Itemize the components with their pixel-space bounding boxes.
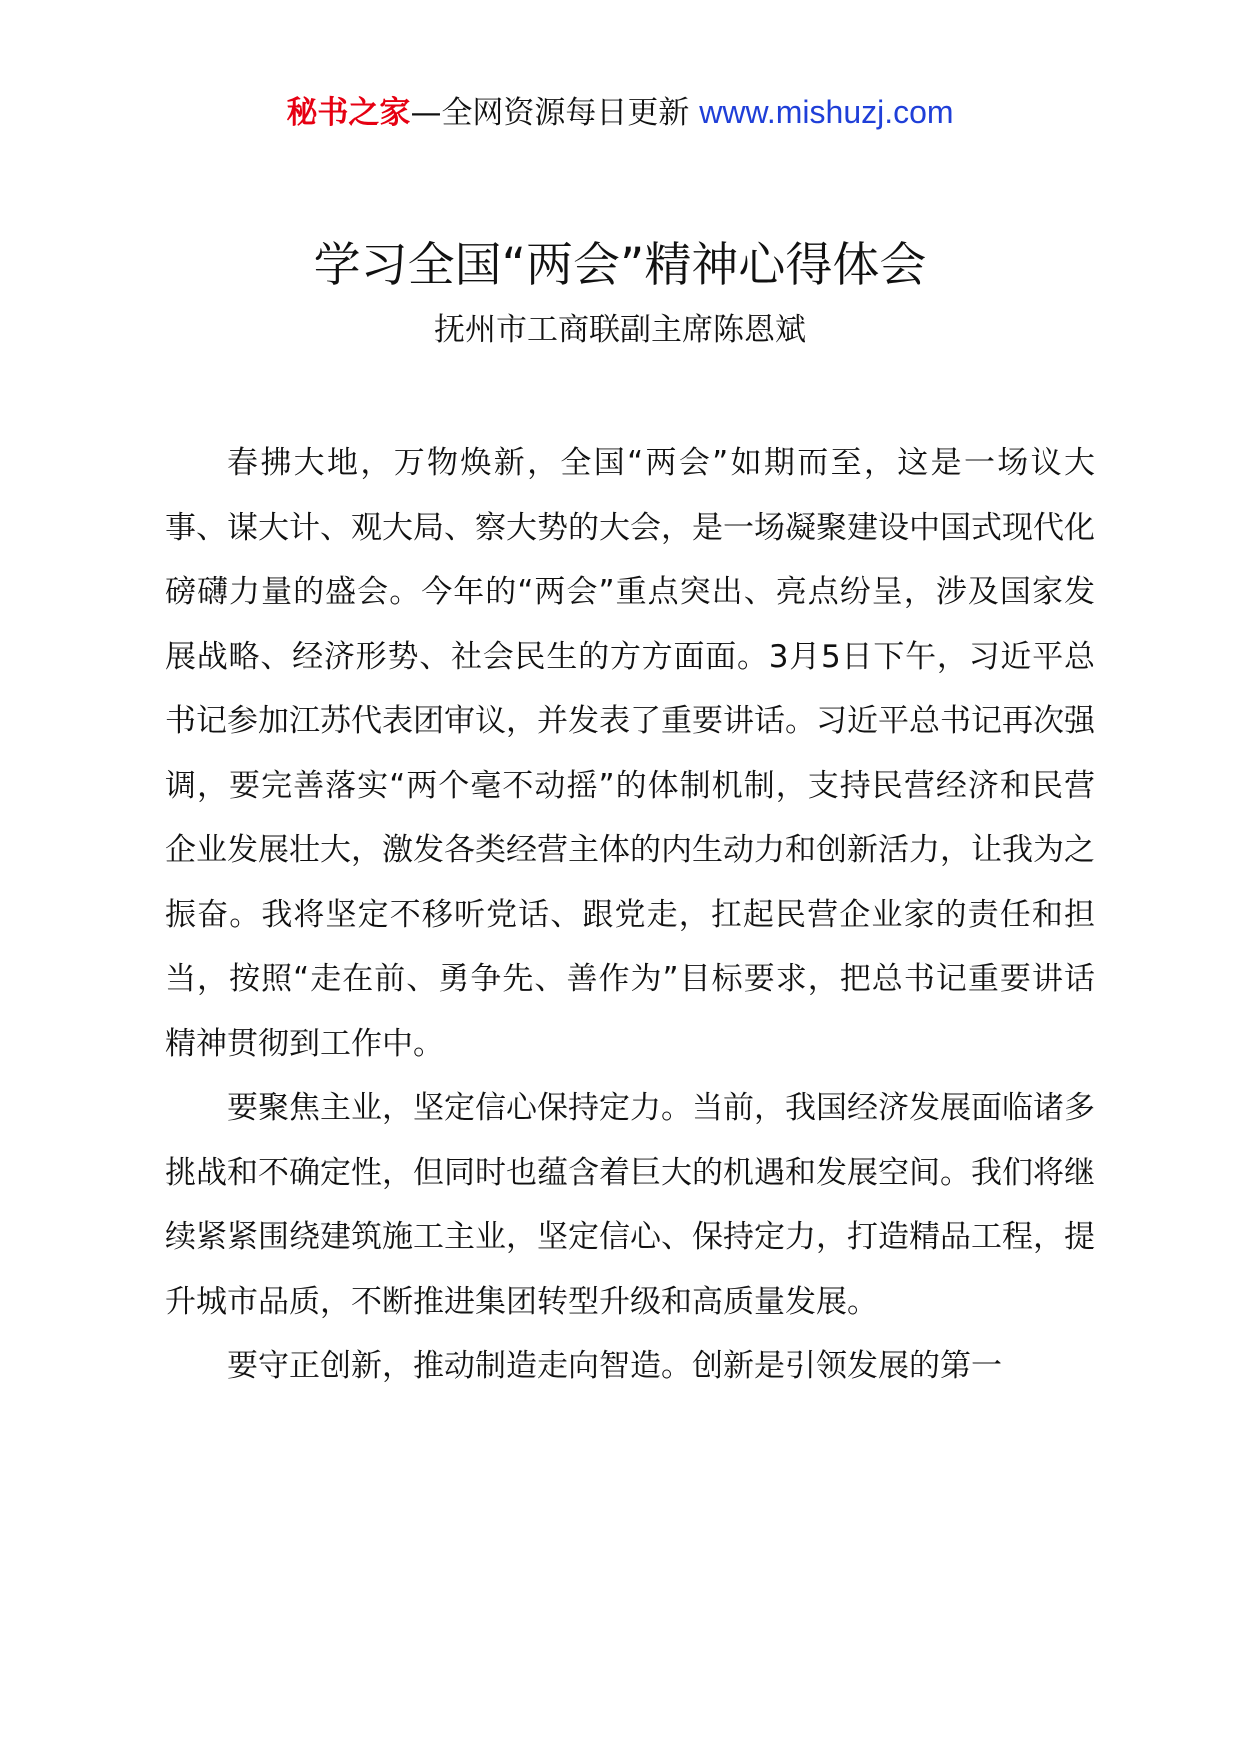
document-title: 学习全国“两会”精神心得体会	[313, 238, 927, 293]
body-paragraph: 要聚焦主业，坚定信心保持定力。当前，我国经济发展面临诸多挑战和不确定性，但同时也蕴含着巨大的机遇和发展空间。我们将继续紧紧围绕建筑施工主业，坚定信心、保持定力，打造精品工程，提升城市品质，不断推进集团转型升级和高质量发展。	[165, 1090, 1095, 1320]
body-paragraph: 春拂大地，万物焕新，全国“两会”如期而至，这是一场议大事、谋大计、观大局、察大势的大会，是一场凝聚建设中国式现代化磅礴力量的盛会。今年的“两会”重点突出、亮点纷呈，涉及国家发展战略、经济形势、社会民生的方方面面。3月5日下午，习近平总书记参加江苏代表团审议，并发表了重要讲话。习近平总书记再次强调，要完善落实“两个毫不动摇”的体制机制，支持民营经济和民营企业发展壮大，激发各类经营主体的内生动力和创新活力，让我为之振奋。我将坚定不移听党话、跟党走，扛起民营企业家的责任和担当，按照“走在前、勇争先、善作为”目标要求，把总书记重要讲话精神贯彻到工作中。	[165, 445, 1095, 1062]
document-author: 抚州市工商联副主席陈恩斌	[434, 312, 806, 348]
site-url-link[interactable]: www.mishuzj.com	[699, 94, 954, 130]
body-paragraph: 要守正创新，推动制造走向智造。创新是引领发展的第一	[227, 1348, 1002, 1384]
document-body	[165, 431, 1095, 1399]
site-banner	[0, 92, 1240, 133]
site-tagline: —全网资源每日更新	[410, 95, 690, 131]
site-brand: 秘书之家	[286, 95, 411, 131]
